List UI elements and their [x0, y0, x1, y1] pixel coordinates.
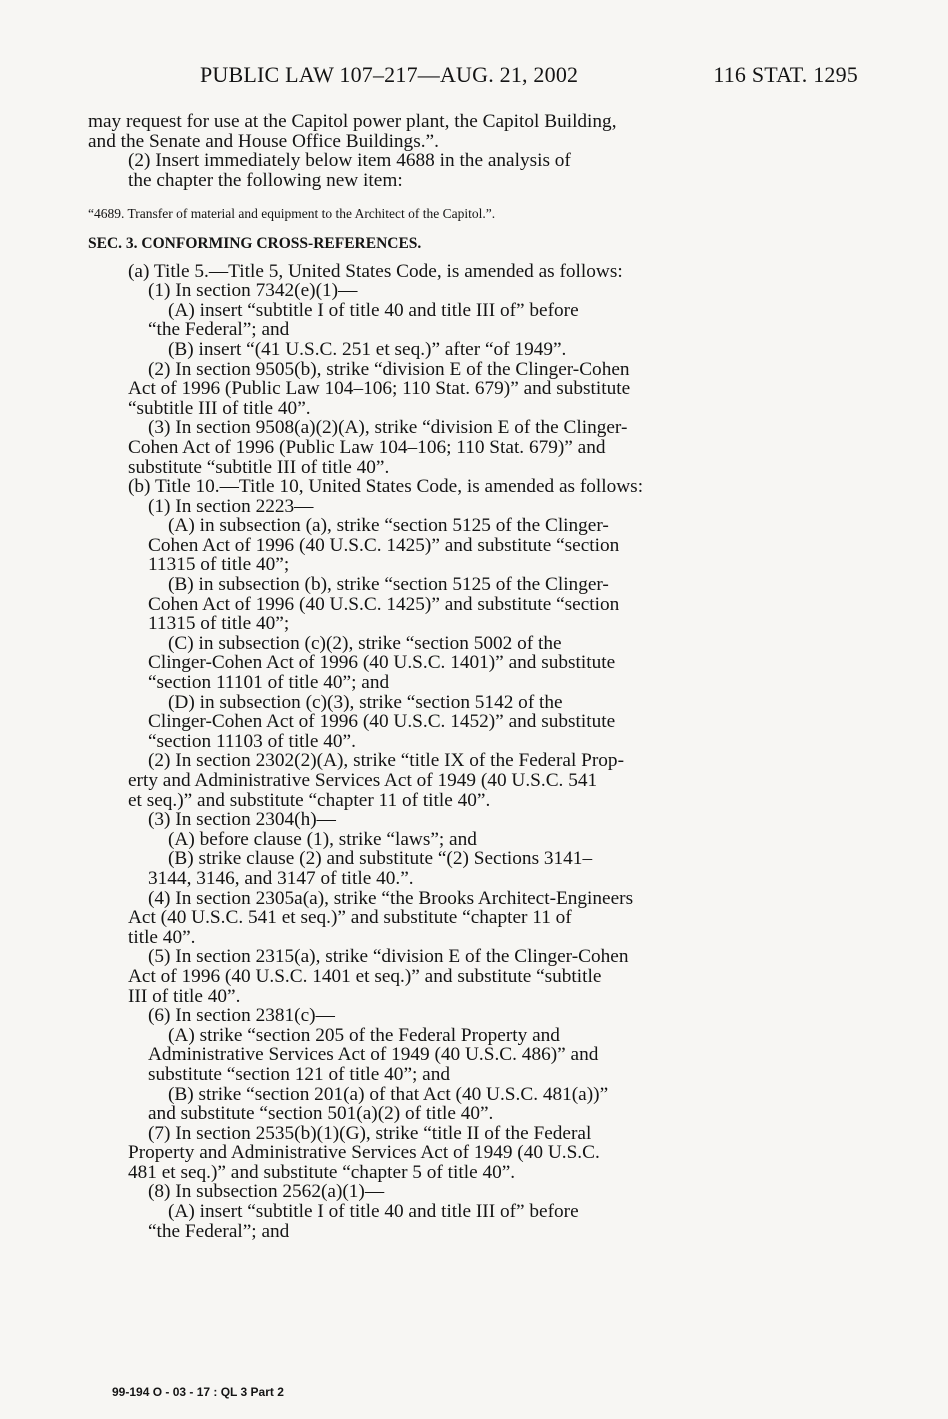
text-line: (2) Insert immediately below item 4688 in the analysis of: [128, 150, 571, 172]
text-line: 481 et seq.)” and substitute “chapter 5 of title 40”.: [128, 1161, 516, 1183]
text-line: Property and Administrative Services Act of 1949 (40 U.S.C.: [128, 1142, 600, 1164]
text-line: “section 11103 of title 40”.: [148, 730, 356, 752]
text-line: title 40”.: [128, 926, 196, 948]
text-line: (1) In section 7342(e)(1)—: [148, 280, 358, 302]
text-line: (B) in subsection (b), strike “section 5125 of the Clinger-: [168, 574, 609, 596]
text-line: Act of 1996 (Public Law 104–106; 110 Stat. 679)” and substitute: [128, 378, 631, 400]
text-line: Act (40 U.S.C. 541 et seq.)” and substitute “chapter 11 of: [128, 907, 572, 929]
text-line: (B) insert “(41 U.S.C. 251 et seq.)” after “of 1949”.: [168, 338, 567, 360]
text-line: Administrative Services Act of 1949 (40 U.S.C. 486)” and: [148, 1044, 599, 1066]
text-line: (8) In subsection 2562(a)(1)—: [148, 1181, 385, 1203]
print-job-footer: 99-194 O - 03 - 17 : QL 3 Part 2: [112, 1385, 284, 1399]
text-line: (4) In section 2305a(a), strike “the Brooks Architect-Engineers: [148, 887, 634, 909]
analysis-item: “4689. Transfer of material and equipment to the Architect of the Capitol.”.: [88, 206, 496, 222]
text-line: (B) strike clause (2) and substitute “(2) Sections 3141–: [168, 848, 593, 870]
text-line: 11315 of title 40”;: [148, 613, 290, 635]
text-line: Clinger-Cohen Act of 1996 (40 U.S.C. 1452)” and substitute: [148, 711, 616, 733]
text-line: substitute “subtitle III of title 40”.: [128, 456, 390, 478]
text-line: may request for use at the Capitol power plant, the Capitol Building,: [88, 111, 617, 132]
text-line: III of title 40”.: [128, 985, 241, 1007]
text-line: (2) In section 9505(b), strike “division E of the Clinger-Cohen: [148, 358, 630, 380]
text-line: et seq.)” and substitute “chapter 11 of title 40”.: [128, 789, 491, 811]
text-line: (2) In section 2302(2)(A), strike “title IX of the Federal Prop-: [148, 750, 624, 772]
text-line: (A) before clause (1), strike “laws”; and: [168, 828, 477, 850]
text-line: (A) insert “subtitle I of title 40 and title III of” before: [168, 1201, 579, 1223]
text-line: erty and Administrative Services Act of 1949 (40 U.S.C. 541: [128, 770, 598, 791]
text-line: (A) strike “section 205 of the Federal Property and: [168, 1024, 560, 1046]
text-line: (1) In section 2223—: [148, 495, 314, 517]
text-line: “the Federal”; and: [148, 1220, 290, 1242]
text-line: the chapter the following new item:: [128, 169, 403, 191]
text-line: (6) In section 2381(c)—: [148, 1005, 335, 1027]
text-line: 11315 of title 40”;: [148, 554, 290, 576]
text-line: (A) in subsection (a), strike “section 5125 of the Clinger-: [168, 515, 609, 537]
text-line: Cohen Act of 1996 (40 U.S.C. 1425)” and substitute “section: [148, 534, 620, 556]
text-line: Act of 1996 (40 U.S.C. 1401 et seq.)” and substitute “subtitle: [128, 965, 602, 987]
text-line: and the Senate and House Office Buildings.”.: [88, 130, 439, 152]
text-line: 3144, 3146, and 3147 of title 40.”.: [148, 867, 414, 889]
public-law-citation: PUBLIC LAW 107–217—AUG. 21, 2002: [200, 62, 579, 87]
text-line: (7) In section 2535(b)(1)(G), strike “title II of the Federal: [148, 1122, 592, 1144]
text-line: (5) In section 2315(a), strike “division E of the Clinger-Cohen: [148, 946, 629, 968]
text-line: (C) in subsection (c)(2), strike “section 5002 of the: [168, 632, 562, 654]
text-line: (3) In section 9508(a)(2)(A), strike “division E of the Clinger-: [148, 417, 628, 439]
text-line: “section 11101 of title 40”; and: [148, 672, 390, 694]
text-line: (3) In section 2304(h)—: [148, 809, 336, 831]
subsection-heading: (a) Title 5.—Title 5, United States Code, is amended as follows:: [128, 260, 623, 282]
text-line: and substitute “section 501(a)(2) of title 40”.: [148, 1103, 494, 1125]
text-line: Clinger-Cohen Act of 1996 (40 U.S.C. 1401)” and substitute: [148, 652, 616, 674]
text-line: Cohen Act of 1996 (40 U.S.C. 1425)” and substitute “section: [148, 593, 620, 615]
statute-page-number: 116 STAT. 1295: [713, 62, 858, 87]
document-body: [88, 112, 718, 1241]
text-line: Cohen Act of 1996 (Public Law 104–106; 110 Stat. 679)” and: [128, 436, 606, 458]
text-line: (D) in subsection (c)(3), strike “section 5142 of the: [168, 691, 563, 713]
text-line: (A) insert “subtitle I of title 40 and title III of” before: [168, 299, 579, 321]
text-line: substitute “section 121 of title 40”; and: [148, 1063, 451, 1085]
text-line: “the Federal”; and: [148, 319, 290, 341]
text-line: “subtitle III of title 40”.: [128, 397, 311, 419]
subsection-heading: (b) Title 10.—Title 10, United States Code, is amended as follows:: [128, 476, 644, 498]
section-heading: SEC. 3. CONFORMING CROSS-REFERENCES.: [88, 234, 422, 252]
text-line: (B) strike “section 201(a) of that Act (40 U.S.C. 481(a))”: [168, 1083, 609, 1105]
